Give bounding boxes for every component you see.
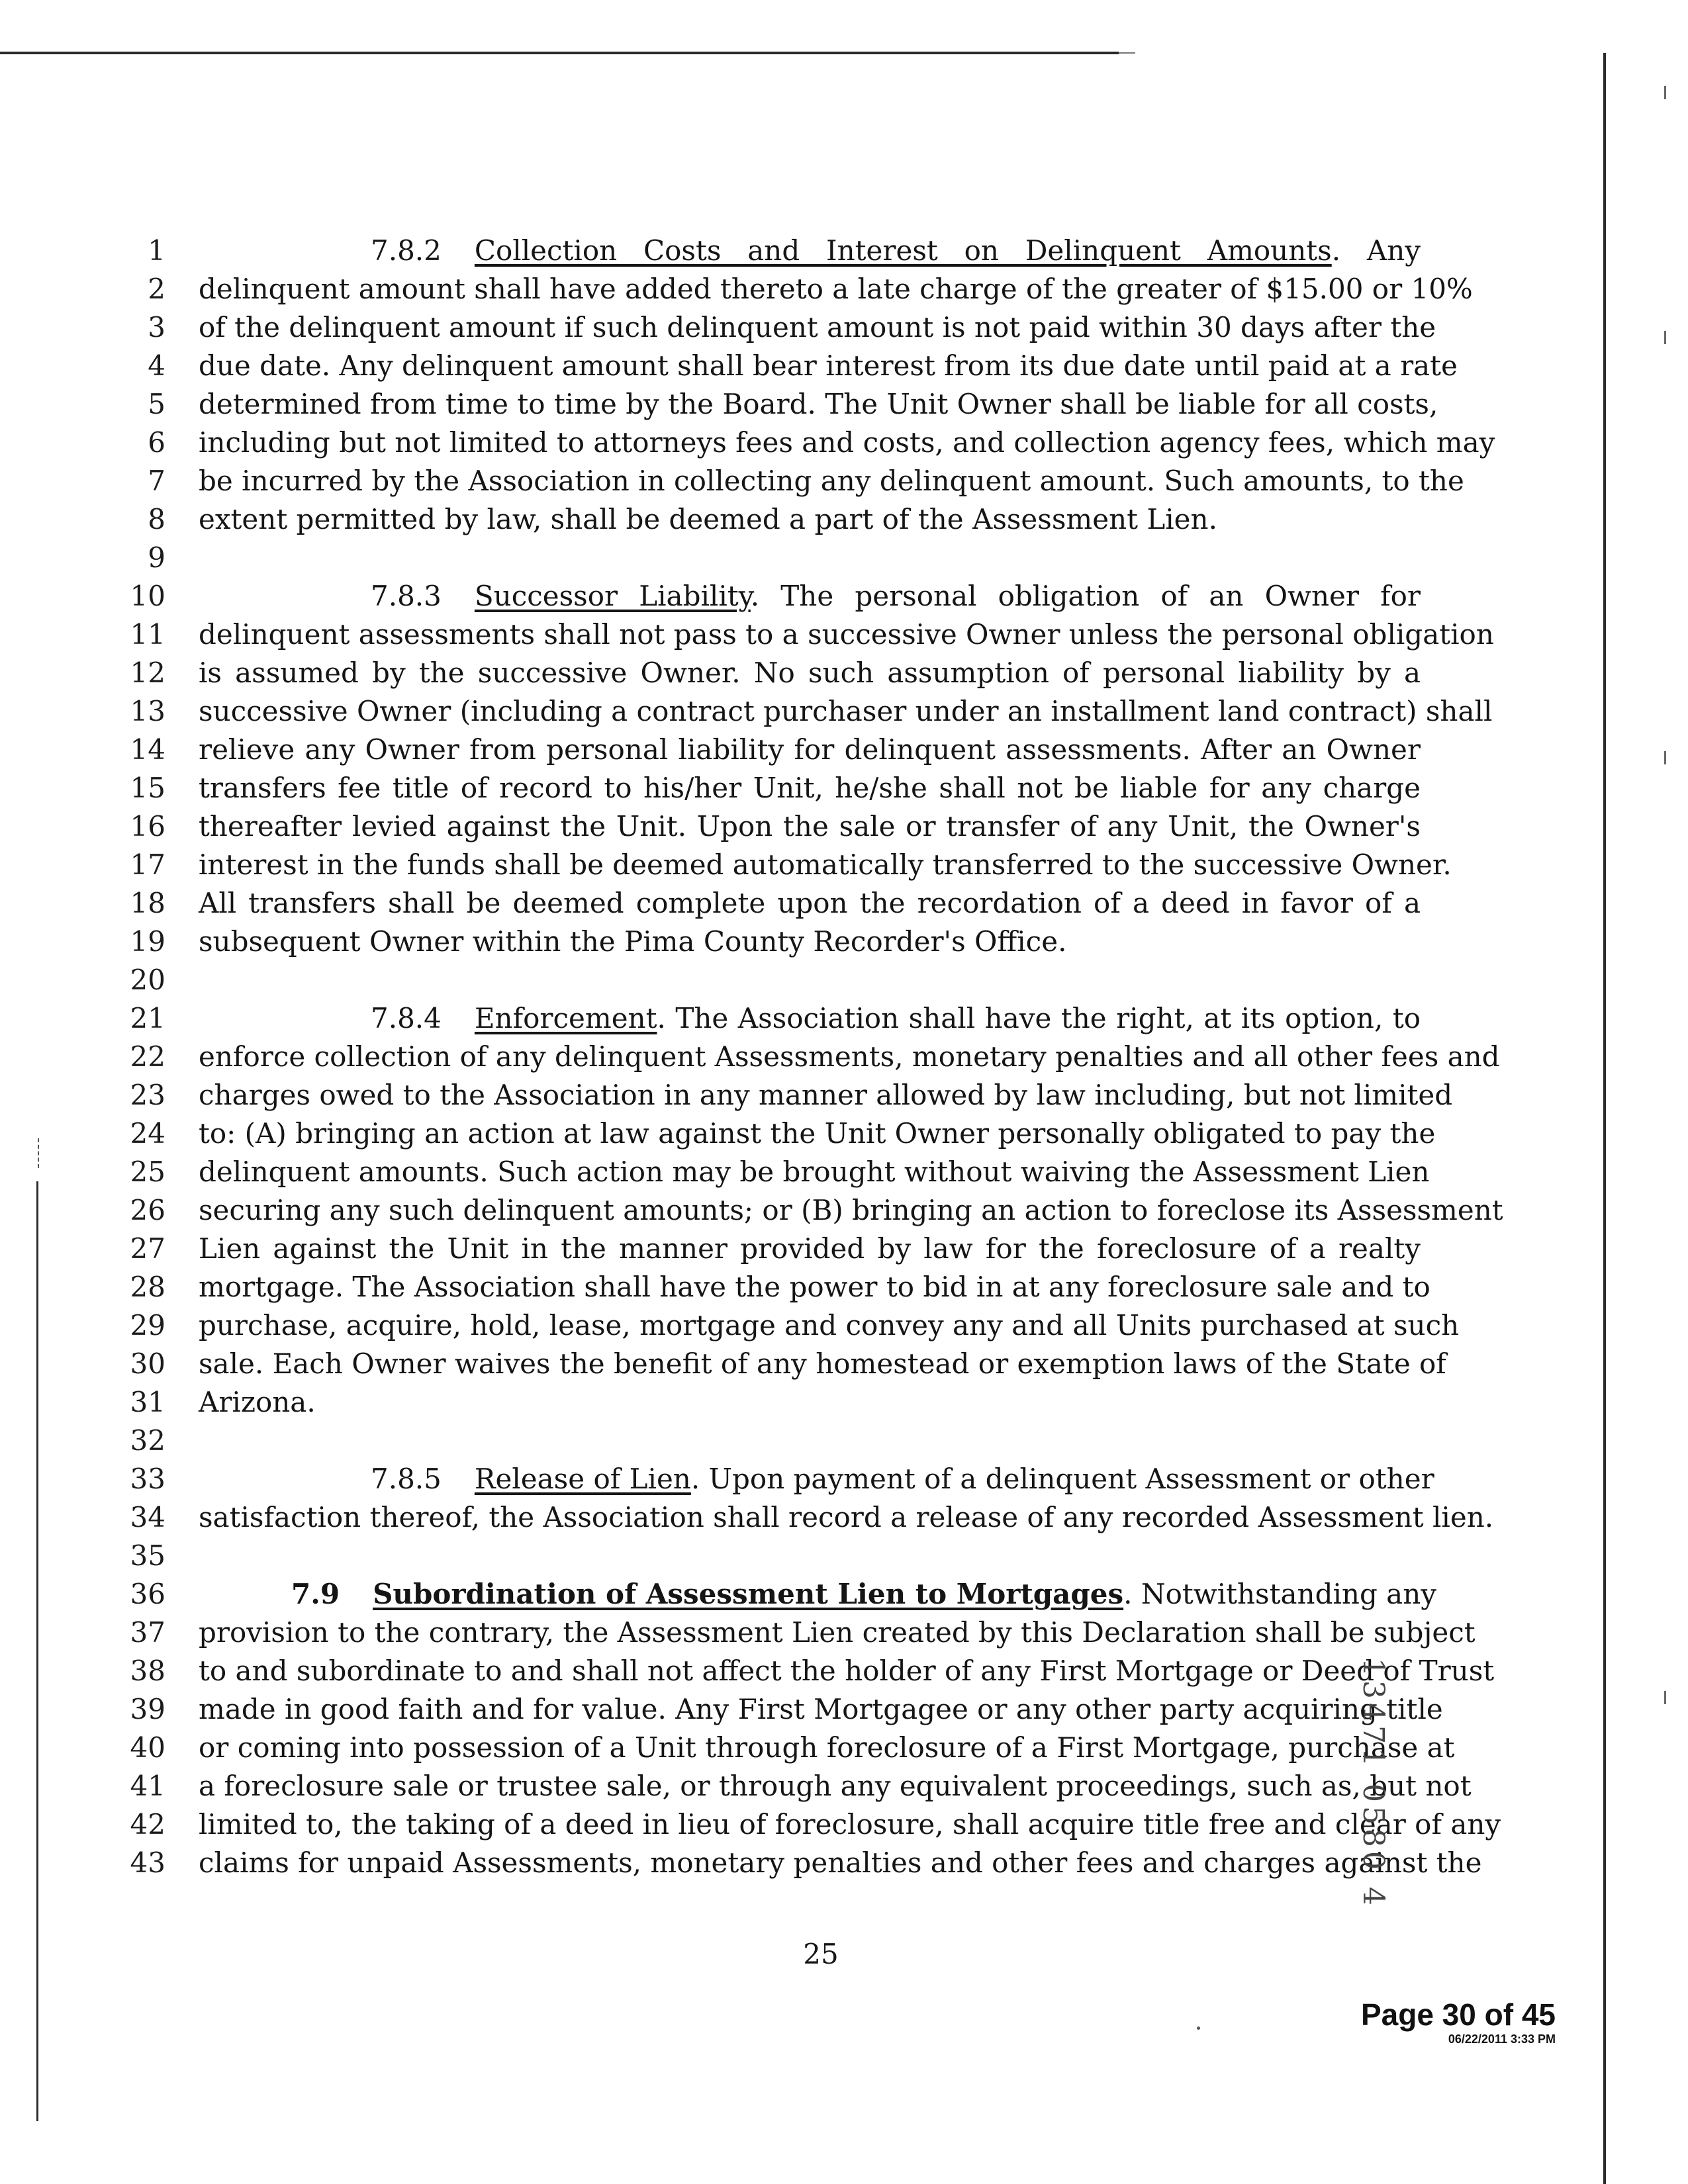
text-line <box>199 1038 1500 1076</box>
text-line <box>199 1498 1494 1537</box>
line-number: 38 <box>130 1655 165 1687</box>
text-line <box>199 385 1438 424</box>
text-line <box>199 270 1473 308</box>
text-run: sale. Each Owner waives the benefit of any homestead or exemption laws of the State of <box>199 1347 1446 1380</box>
text-line <box>199 1844 1482 1882</box>
text-line <box>199 577 1421 615</box>
line-number: 43 <box>130 1846 165 1879</box>
text-run: 7.8.3 <box>371 580 442 612</box>
text-run: . Any <box>1331 234 1421 267</box>
recording-number: 13471 0580 4 <box>1356 1658 1390 1909</box>
text-run: . The Association shall have the right, at its option, to <box>657 1002 1421 1034</box>
text-line <box>199 807 1421 846</box>
text-run: Lien against the Unit in the manner provided by law for the foreclosure of a realty <box>199 1232 1421 1265</box>
text-line <box>199 654 1421 692</box>
left-margin-dash <box>38 1138 40 1168</box>
line-number: 27 <box>130 1232 165 1265</box>
text-run: thereafter levied against the Unit. Upon the sale or transfer of any Unit, the Owner's <box>199 810 1421 842</box>
edge-mark <box>1664 331 1666 344</box>
text-run: transfers fee title of record to his/her Unit, he/she shall not be liable for any charge <box>199 772 1421 804</box>
text-line <box>199 308 1436 347</box>
text-run: 7.8.5 <box>371 1463 442 1495</box>
section-heading: Successor Liability <box>474 580 751 612</box>
line-number: 13 <box>130 695 165 727</box>
text-run: delinquent assessments shall not pass to a successive Owner unless the personal obligation <box>199 618 1494 651</box>
text-line <box>199 1306 1460 1345</box>
text-line <box>199 1191 1503 1230</box>
text-run: satisfaction thereof, the Association shall record a release of any recorded Assessment lien. <box>199 1501 1494 1533</box>
line-number: 6 <box>148 426 165 459</box>
section-heading: Enforcement <box>474 1002 657 1034</box>
text-run: limited to, the taking of a deed in lieu of foreclosure, shall acquire title free and clear of any <box>199 1808 1501 1841</box>
text-run: extent permitted by law, shall be deemed a part of the Assessment Lien. <box>199 503 1217 535</box>
text-run: be incurred by the Association in collecting any delinquent amount. Such amounts, to the <box>199 465 1464 497</box>
text-run: delinquent amounts. Such action may be brought without waiving the Assessment Lien <box>199 1156 1430 1188</box>
text-run: 7.8.2 <box>371 234 442 267</box>
text-line <box>199 462 1464 500</box>
line-number: 28 <box>130 1271 165 1303</box>
text-run: provision to the contrary, the Assessment Lien created by this Declaration shall be subject <box>199 1616 1476 1649</box>
recorder-stamp <box>1337 1997 1556 2046</box>
text-line <box>199 347 1458 385</box>
speck <box>1197 2026 1200 2030</box>
line-number: 25 <box>130 1156 165 1188</box>
line-number: 30 <box>130 1347 165 1380</box>
line-number: 34 <box>130 1501 165 1533</box>
text-line <box>199 1383 1421 1422</box>
text-run: . The personal obligation of an Owner for <box>750 580 1421 612</box>
line-number: 11 <box>130 618 165 651</box>
text-line <box>199 846 1452 884</box>
stamp-date: 06/22/2011 3:33 PM <box>1448 2032 1556 2046</box>
line-number: 39 <box>130 1693 165 1725</box>
line-number: 5 <box>148 388 165 420</box>
text-line <box>199 1729 1455 1767</box>
line-number: 35 <box>130 1539 165 1572</box>
line-number: 21 <box>130 1002 165 1034</box>
line-number: 42 <box>130 1808 165 1841</box>
text-line <box>199 769 1421 807</box>
text-line <box>199 1575 1436 1614</box>
line-number: 19 <box>130 925 165 958</box>
text-line <box>199 999 1421 1038</box>
text-run: Arizona. <box>199 1386 316 1418</box>
line-number: 2 <box>148 273 165 305</box>
line-number: 8 <box>148 503 165 535</box>
line-number: 16 <box>130 810 165 842</box>
line-number: 18 <box>130 887 165 919</box>
text-line <box>199 1460 1434 1498</box>
top-rule-tail <box>1119 52 1135 54</box>
text-line <box>199 500 1421 539</box>
text-run: . Notwithstanding any <box>1123 1578 1436 1610</box>
text-run: determined from time to time by the Board. The Unit Owner shall be liable for all costs, <box>199 388 1438 420</box>
line-number: 33 <box>130 1463 165 1495</box>
text-line <box>199 1652 1495 1690</box>
line-number: 36 <box>130 1578 165 1610</box>
text-run: made in good faith and for value. Any First Mortgagee or any other party acquiring title <box>199 1693 1443 1725</box>
line-number: 17 <box>130 848 165 881</box>
line-number: 14 <box>130 733 165 766</box>
line-number: 32 <box>130 1424 165 1457</box>
text-line <box>199 1076 1453 1115</box>
line-number: 26 <box>130 1194 165 1226</box>
text-run: enforce collection of any delinquent Assessments, monetary penalties and all other fees and <box>199 1040 1500 1073</box>
text-run: to and subordinate to and shall not affect the holder of any First Mortgage or Deed of Trust <box>199 1655 1495 1687</box>
text-run: charges owed to the Association in any manner allowed by law including, but not limited <box>199 1079 1453 1111</box>
text-run: . Upon payment of a delinquent Assessment or other <box>690 1463 1434 1495</box>
line-number: 15 <box>130 772 165 804</box>
right-margin-rule <box>1603 53 1606 2184</box>
line-number: 12 <box>130 657 165 689</box>
text-line <box>199 232 1421 270</box>
text-run: All transfers shall be deemed complete upon the recordation of a deed in favor of a <box>199 887 1421 919</box>
edge-mark <box>1664 86 1666 99</box>
line-number: 3 <box>148 311 165 343</box>
text-run: 7.8.4 <box>371 1002 442 1034</box>
section-heading: Collection Costs and Interest on Delinquent Amounts <box>474 234 1332 267</box>
top-rule <box>0 52 1119 54</box>
text-line <box>199 923 1421 961</box>
text-line <box>199 615 1494 654</box>
text-run: mortgage. The Association shall have the power to bid in at any foreclosure sale and to <box>199 1271 1430 1303</box>
text-line <box>199 1690 1443 1729</box>
text-run: including but not limited to attorneys fees and costs, and collection agency fees, which may <box>199 426 1495 459</box>
line-number: 23 <box>130 1079 165 1111</box>
text-line <box>199 1805 1501 1844</box>
text-run: subsequent Owner within the Pima County Recorder's Office. <box>199 925 1067 958</box>
text-run: interest in the funds shall be deemed automatically transferred to the successive Owner. <box>199 848 1452 881</box>
line-number: 10 <box>130 580 165 612</box>
text-line <box>199 1345 1446 1383</box>
edge-mark <box>1664 751 1666 764</box>
section-heading: Release of Lien <box>474 1463 691 1495</box>
text-line <box>199 884 1421 923</box>
text-line <box>199 1153 1430 1191</box>
line-number: 40 <box>130 1731 165 1764</box>
edge-mark <box>1664 1691 1666 1704</box>
section-heading: Subordination of Assessment Lien to Mortgages <box>373 1578 1124 1610</box>
line-number: 31 <box>130 1386 165 1418</box>
text-line <box>199 1268 1430 1306</box>
text-run: or coming into possession of a Unit through foreclosure of a First Mortgage, purchase at <box>199 1731 1455 1764</box>
text-line <box>199 1115 1436 1153</box>
left-margin-rule <box>36 1181 38 2121</box>
text-line <box>199 731 1421 769</box>
line-number: 41 <box>130 1770 165 1802</box>
text-run: 7.9 <box>291 1578 340 1610</box>
text-line <box>199 1767 1472 1805</box>
text-run: purchase, acquire, hold, lease, mortgage and convey any and all Units purchased at such <box>199 1309 1460 1342</box>
page-number: 25 <box>803 1938 839 1970</box>
line-number: 37 <box>130 1616 165 1649</box>
text-run: relieve any Owner from personal liability for delinquent assessments. After an Owner <box>199 733 1421 766</box>
line-number: 9 <box>148 541 165 574</box>
line-number: 7 <box>148 465 165 497</box>
line-number: 1 <box>148 234 165 267</box>
text-run: is assumed by the successive Owner. No such assumption of personal liability by a <box>199 657 1421 689</box>
text-run: due date. Any delinquent amount shall bear interest from its due date until paid at a rate <box>199 349 1458 382</box>
text-line <box>199 424 1495 462</box>
line-number: 24 <box>130 1117 165 1150</box>
text-run: delinquent amount shall have added thereto a late charge of the greater of $15.00 or 10% <box>199 273 1473 305</box>
stamp-page: Page 30 of 45 <box>1360 1997 1556 2032</box>
text-line <box>199 692 1493 731</box>
text-run: a foreclosure sale or trustee sale, or through any equivalent proceedings, such as, but not <box>199 1770 1472 1802</box>
line-number: 4 <box>148 349 165 382</box>
text-run: claims for unpaid Assessments, monetary penalties and other fees and charges against the <box>199 1846 1482 1879</box>
text-line <box>199 1614 1476 1652</box>
text-run: successive Owner (including a contract purchaser under an installment land contract) shall <box>199 695 1493 727</box>
text-run: securing any such delinquent amounts; or (B) bringing an action to foreclose its Assessment <box>199 1194 1503 1226</box>
line-number: 20 <box>130 964 165 996</box>
line-number: 29 <box>130 1309 165 1342</box>
text-run: of the delinquent amount if such delinquent amount is not paid within 30 days after the <box>199 311 1436 343</box>
line-number: 22 <box>130 1040 165 1073</box>
text-run: to: (A) bringing an action at law against the Unit Owner personally obligated to pay the <box>199 1117 1436 1150</box>
text-line <box>199 1230 1421 1268</box>
